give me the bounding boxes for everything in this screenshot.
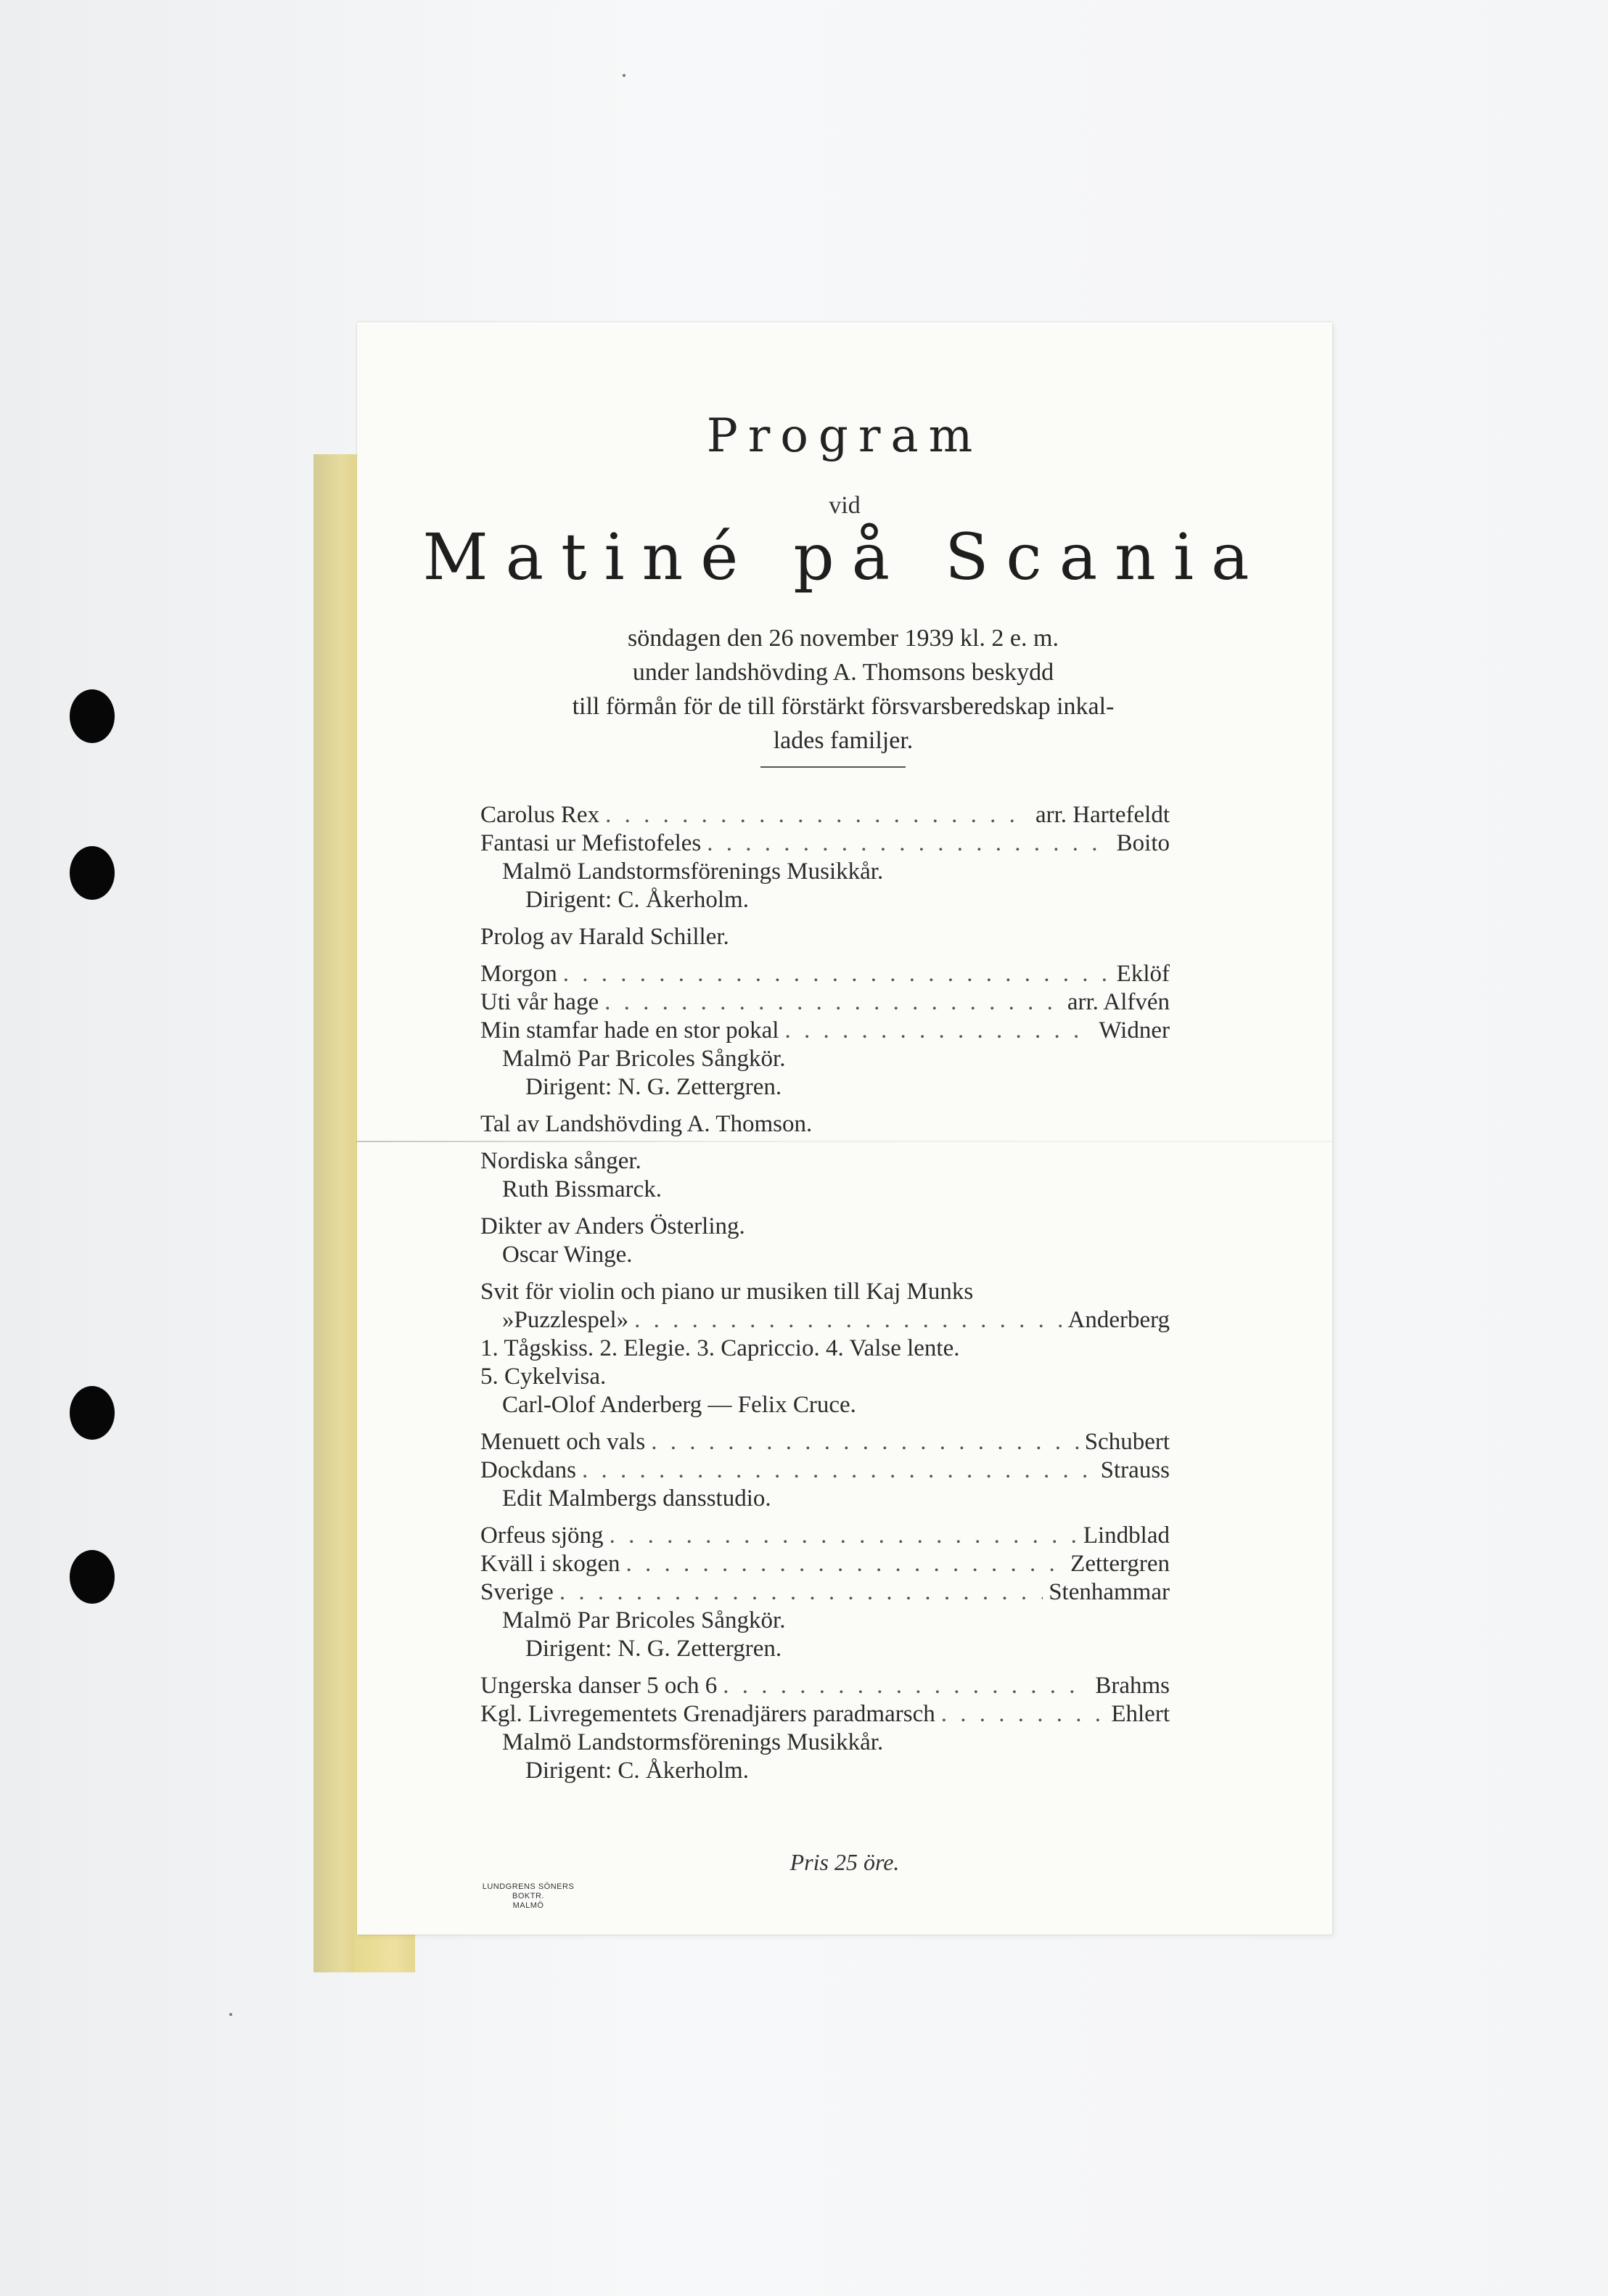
programme-block [480, 1147, 1170, 1204]
heading-program: Program [706, 409, 983, 463]
piece-title: Kväll i skogen [480, 1551, 620, 1577]
composer: Stenhammar [1049, 1579, 1170, 1605]
programme-text: Ruth Bissmarck. [502, 1176, 662, 1202]
programme-text: 1. Tågskiss. 2. Elegie. 3. Capriccio. 4. Valse lente. [480, 1335, 960, 1361]
programme-block [480, 1213, 1170, 1269]
programme-block [480, 960, 1170, 1102]
piece-title: Sverige [480, 1579, 554, 1605]
piece-title: Fantasi ur Mefistofeles [480, 830, 702, 856]
programme-block [480, 801, 1170, 914]
programme-block [480, 1110, 1170, 1139]
programme-entry [480, 801, 1170, 829]
programme-text: Oscar Winge. [502, 1242, 633, 1268]
programme-text: Dirigent: N. G. Zettergren. [525, 1074, 782, 1100]
programme-entry [480, 960, 1170, 988]
composer: Ehlert [1111, 1701, 1170, 1727]
piece-title: Kgl. Livregementets Grenadjärers paradmarsch [480, 1701, 935, 1727]
programme-text: Dikter av Anders Österling. [480, 1213, 745, 1239]
programme-block [480, 1428, 1170, 1513]
piece-title: Menuett och vals [480, 1429, 646, 1455]
dot-leader [559, 1578, 1043, 1607]
programme-entry [480, 1578, 1170, 1607]
intro-line: lades familjer. [773, 727, 914, 754]
programme-text: Tal av Landshövding A. Thomson. [480, 1111, 813, 1137]
intro-line: under landshövding A. Thomsons beskydd [632, 659, 1054, 686]
programme-entry [480, 1522, 1170, 1550]
dot-leader [610, 1522, 1078, 1550]
dot-leader [784, 1017, 1093, 1045]
programme-list [480, 801, 1170, 1794]
programme-entry [480, 1700, 1170, 1729]
dot-leader [625, 1550, 1065, 1578]
programme-text: Malmö Landstormsförenings Musikkår. [502, 1729, 884, 1755]
punch-hole [70, 1386, 115, 1440]
dot-leader [604, 988, 1062, 1017]
punch-hole [70, 846, 115, 900]
composer: Boito [1116, 830, 1170, 856]
composer: Schubert [1084, 1429, 1170, 1455]
composer: Brahms [1095, 1673, 1170, 1699]
programme-entry [480, 1306, 1170, 1334]
composer: Widner [1099, 1017, 1170, 1044]
piece-title: Min stamfar hade en stor pokal [480, 1017, 779, 1044]
heading-title: Matiné på Scania [422, 520, 1267, 594]
programme-text: Dirigent: C. Åkerholm. [525, 1758, 749, 1784]
dot-leader [563, 960, 1111, 988]
programme-text: Dirigent: N. G. Zettergren. [525, 1636, 782, 1662]
programme-text: Nordiska sånger. [480, 1148, 641, 1174]
programme-text: Malmö Par Bricoles Sångkör. [502, 1607, 786, 1633]
divider-rule [760, 766, 906, 768]
programme-text: Prolog av Harald Schiller. [480, 924, 729, 950]
punch-hole [70, 1550, 115, 1604]
programme-text: 5. Cykelvisa. [480, 1364, 607, 1390]
dot-leader [707, 829, 1110, 858]
programme-entry [480, 829, 1170, 858]
programme-entry [480, 988, 1170, 1017]
dot-leader [651, 1428, 1078, 1456]
programme-text: Malmö Landstormsförenings Musikkår. [502, 858, 884, 885]
programme-text: Malmö Par Bricoles Sångkör. [502, 1046, 786, 1072]
composer: arr. Alfvén [1067, 989, 1170, 1015]
programme-entry [480, 1550, 1170, 1578]
printer-name: LUNDGRENS SÖNERS BOKTR. [482, 1882, 575, 1901]
composer: Anderberg [1067, 1307, 1170, 1333]
programme-text: Svit för violin och piano ur musiken till Kaj Munks [480, 1279, 974, 1305]
programme-entry [480, 1428, 1170, 1456]
dot-leader [605, 801, 1030, 829]
composer: Eklöf [1116, 961, 1170, 987]
programme-block [480, 1522, 1170, 1663]
intro-line: söndagen den 26 november 1939 kl. 2 e. m. [628, 625, 1059, 652]
programme-block [480, 1278, 1170, 1419]
programme-text: Edit Malmbergs dansstudio. [502, 1485, 771, 1512]
piece-title: Uti vår hage [480, 989, 599, 1015]
dot-leader [582, 1456, 1095, 1485]
piece-title: Morgon [480, 961, 557, 987]
programme-entry [480, 1017, 1170, 1045]
programme-sheet [357, 322, 1332, 1935]
piece-title: Orfeus sjöng [480, 1522, 604, 1549]
programme-entry [480, 1456, 1170, 1485]
programme-block [480, 1672, 1170, 1785]
intro-text [444, 621, 1242, 758]
punch-hole [70, 689, 115, 743]
piece-title: Carolus Rex [480, 802, 600, 828]
composer: Zettergren [1070, 1551, 1170, 1577]
heading-vid: vid [829, 492, 861, 519]
printer-imprint [470, 1882, 586, 1911]
dot-leader [723, 1672, 1089, 1700]
printer-city: MALMÖ [512, 1901, 544, 1910]
intro-line: till förmån för de till förstärkt försvarsberedskap inkal- [572, 693, 1115, 720]
dust-speck [623, 74, 625, 77]
piece-title: Ungerska danser 5 och 6 [480, 1673, 718, 1699]
programme-text: Carl-Olof Anderberg — Felix Cruce. [502, 1392, 856, 1418]
programme-block [480, 923, 1170, 951]
dust-speck [229, 2013, 232, 2016]
dot-leader [634, 1306, 1062, 1334]
dot-leader [941, 1700, 1106, 1729]
programme-entry [480, 1672, 1170, 1700]
programme-text: Dirigent: C. Åkerholm. [525, 887, 749, 913]
composer: arr. Hartefeldt [1035, 802, 1170, 828]
piece-title: Dockdans [480, 1457, 576, 1483]
piece-title: »Puzzlespel» [502, 1307, 629, 1333]
price: Pris 25 öre. [789, 1849, 900, 1875]
composer: Lindblad [1083, 1522, 1170, 1549]
composer: Strauss [1100, 1457, 1170, 1483]
